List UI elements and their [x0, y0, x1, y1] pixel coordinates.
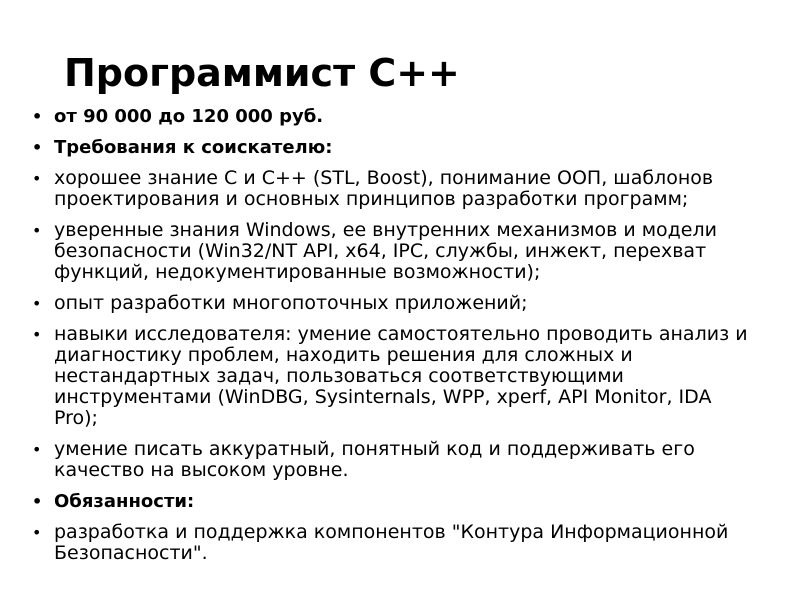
bullet-dot-icon: •	[32, 169, 42, 188]
requirement-text-multithreading: опыт разработки многопоточных приложений;	[54, 292, 528, 314]
bullet-dot-icon: •	[32, 325, 42, 344]
requirement-text-windows: уверенные знания Windows, ее внутренних механизмов и модели безопасности (Win32/NT API, x64, IPC, службы, инжект, перехват функций, недокументированные возможности);	[54, 219, 717, 283]
bullet-dot-icon: •	[32, 523, 42, 542]
duties-heading-bullet	[32, 491, 752, 512]
bullet-dot-icon: •	[32, 294, 42, 313]
requirement-bullet-clean-code	[32, 439, 752, 481]
duty-bullet-development	[32, 522, 752, 564]
salary-text: от 90 000 до 120 000 руб.	[54, 106, 324, 127]
requirement-bullet-cpp	[32, 168, 752, 210]
slide-title: Программист С++	[64, 51, 460, 95]
duty-text-development: разработка и поддержка компонентов "Контура Информационной Безопасности".	[54, 521, 729, 564]
bullet-dot-icon: •	[32, 138, 43, 157]
requirement-text-research: навыки исследователя: умение самостоятельно проводить анализ и диагностику проблем, находить решения для сложных и нестандартных задач, пользоваться соответствующими инструментами (WinDBG, Sysinternals, WPP, xperf, API Monitor, IDA Pro);	[54, 323, 748, 429]
requirement-text-clean-code: умение писать аккуратный, понятный код и поддерживать его качество на высоком уровне.	[54, 438, 695, 481]
bullet-dot-icon: •	[32, 221, 42, 240]
salary-bullet	[32, 106, 752, 127]
requirements-heading-text: Требования к соискателю:	[54, 137, 333, 158]
duties-heading-text: Обязанности:	[54, 491, 195, 512]
bullet-dot-icon: •	[32, 492, 43, 511]
requirement-bullet-research	[32, 324, 752, 429]
requirement-bullet-windows	[32, 220, 752, 283]
requirement-text-cpp: хорошее знание C и C++ (STL, Boost), понимание ООП, шаблонов проектирования и основных принципов разработки программ;	[54, 167, 714, 210]
bullet-dot-icon: •	[32, 440, 42, 459]
requirements-heading-bullet	[32, 137, 752, 158]
bullet-list	[32, 106, 752, 574]
bullet-dot-icon: •	[32, 107, 43, 126]
requirement-bullet-multithreading	[32, 293, 752, 314]
